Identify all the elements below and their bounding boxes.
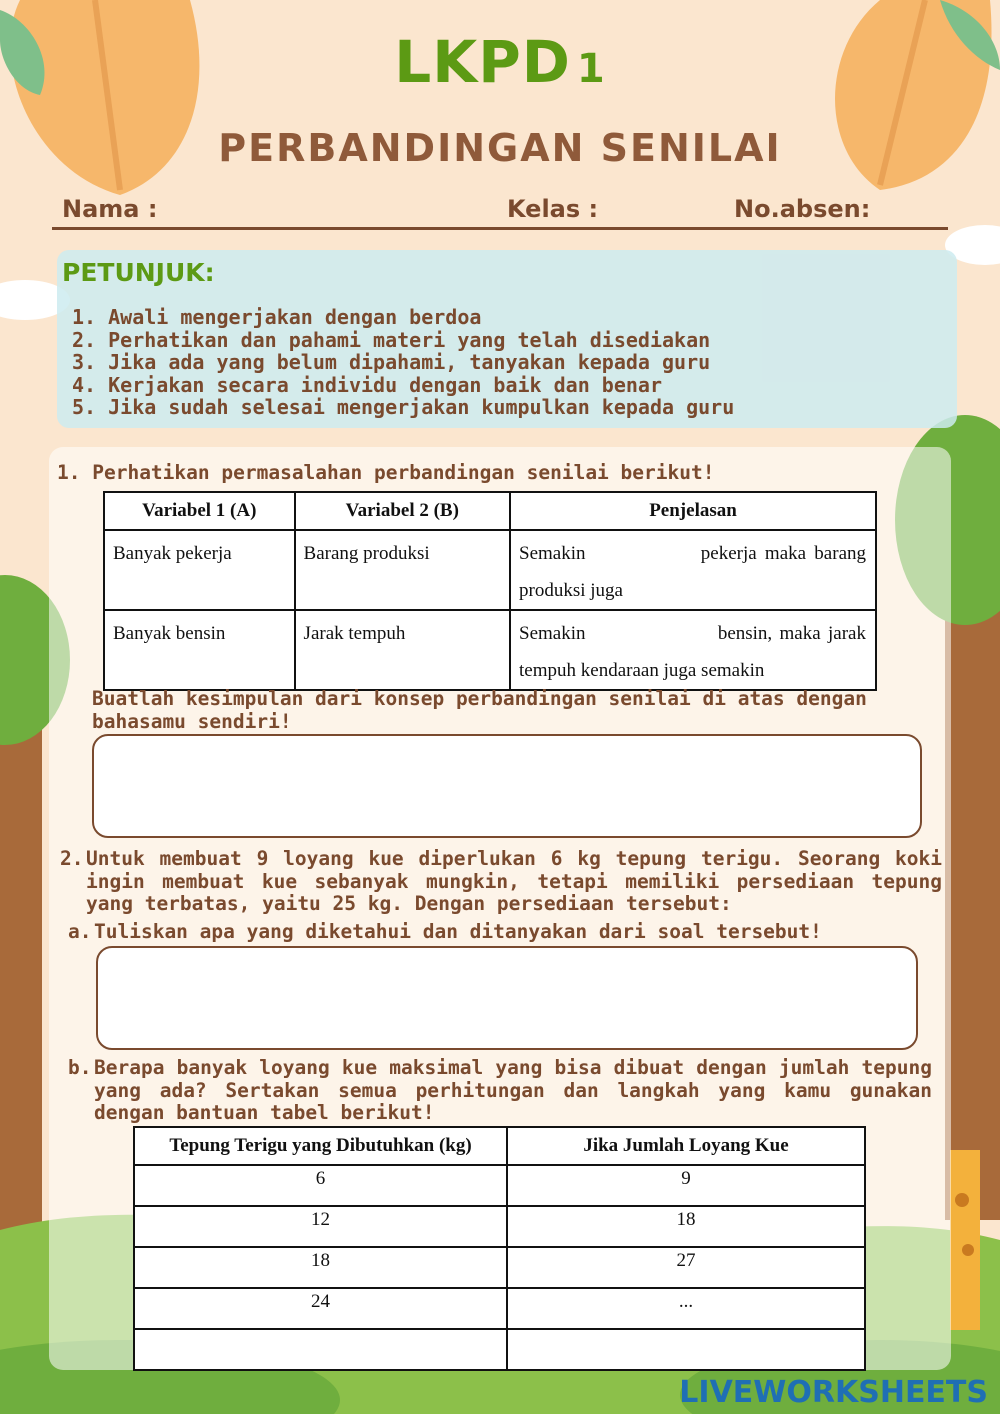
answer-box-q2a[interactable]: [96, 946, 918, 1050]
table-cell: 6: [134, 1165, 507, 1206]
table-cell: Semakin bensin, maka jarak tempuh kendaraan juga semakin: [510, 610, 876, 690]
table-cell: 27: [507, 1247, 865, 1288]
table-cell: Jarak tempuh: [295, 610, 510, 690]
table-row: [134, 1206, 865, 1247]
instruction-item: 4. Kerjakan secara individu dengan baik dan benar: [72, 372, 663, 397]
instructions-heading: PETUNJUK:: [62, 258, 215, 287]
brand-text: LIVEWORKSHEETS: [679, 1375, 988, 1410]
table-cell: 18: [134, 1247, 507, 1288]
liveworksheets-logo: [679, 1375, 988, 1410]
table-cell: ...: [507, 1288, 865, 1329]
table-cell: Barang produksi: [295, 530, 510, 610]
title-text: LKPD: [394, 28, 571, 96]
table-cell: 12: [134, 1206, 507, 1247]
table-cell: Semakin pekerja maka barang produksi juga: [510, 530, 876, 610]
table-header-cell: Variabel 1 (A): [104, 492, 295, 530]
table-cell: 9: [507, 1165, 865, 1206]
question-1-text: Perhatikan permasalahan perbandingan senilai berikut!: [92, 461, 715, 484]
question-2b-text: Berapa banyak loyang kue maksimal yang bisa dibuat dengan jumlah tepung yang ada? Sertakan semua perhitungan dan langkah yang kamu gunakan dengan bantuan tabel berikut!: [94, 1056, 932, 1124]
nama-label: Nama :: [62, 195, 158, 223]
table-cell: 24: [134, 1288, 507, 1329]
flour-loyang-table: [133, 1126, 866, 1371]
instructions-list: [72, 306, 734, 419]
table-row: [134, 1329, 865, 1370]
question-1-number: 1.: [57, 461, 81, 484]
table-header-row: [104, 492, 876, 530]
instruction-item: 3. Jika ada yang belum dipahami, tanyakan kepada guru: [72, 350, 711, 374]
table-cell: Banyak pekerja: [104, 530, 295, 610]
answer-box-q1[interactable]: [92, 734, 922, 838]
question-2-text: Untuk membuat 9 loyang kue diperlukan 6 kg tepung terigu. Seorang koki ingin membuat kue sebanyak mungkin, tetapi memiliki persediaan tepung yang terbatas, yaitu 25 kg. Dengan persediaan tersebut:: [86, 847, 942, 915]
table-row: [134, 1247, 865, 1288]
table-row: [134, 1288, 865, 1329]
table-header-row: [134, 1127, 865, 1165]
table-header-cell: Penjelasan: [510, 492, 876, 530]
instruction-item: 2. Perhatikan dan pahami materi yang telah disediakan: [72, 327, 711, 352]
table-cell-empty[interactable]: [134, 1329, 507, 1370]
table-header-cell: Variabel 2 (B): [295, 492, 510, 530]
question-2-number: 2.: [60, 847, 84, 870]
instruction-item: 1. Awali mengerjakan dengan berdoa: [72, 305, 482, 329]
instruction-item: 5. Jika sudah selesai mengerjakan kumpulkan kepada guru: [72, 395, 735, 419]
absen-label: No.absen:: [734, 195, 871, 223]
variable-table: [103, 491, 877, 691]
question-2a-text: Tuliskan apa yang diketahui dan ditanyakan dari soal tersebut!: [94, 920, 822, 943]
table-cell: Banyak bensin: [104, 610, 295, 690]
table-row: [134, 1165, 865, 1206]
student-info-line: [52, 193, 948, 230]
table-cell: 18: [507, 1206, 865, 1247]
question-2a-label: a.: [68, 920, 92, 943]
title-number: 1: [576, 46, 606, 92]
question-1-instruction: Buatlah kesimpulan dari konsep perbandingan senilai di atas dengan bahasamu sendiri!: [92, 687, 867, 733]
kelas-label: Kelas :: [507, 195, 599, 223]
table-row: [104, 530, 876, 610]
question-1: [57, 462, 714, 485]
tree-trunk-right: [945, 520, 1000, 1220]
table-cell-empty[interactable]: [507, 1329, 865, 1370]
page-subtitle: PERBANDINGAN SENILAI: [218, 126, 782, 170]
table-header-cell: Tepung Terigu yang Dibutuhkan (kg): [134, 1127, 507, 1165]
table-row: [104, 610, 876, 690]
question-2b-label: b.: [68, 1056, 92, 1079]
page-title: [0, 28, 1000, 96]
table-header-cell: Jika Jumlah Loyang Kue: [507, 1127, 865, 1165]
